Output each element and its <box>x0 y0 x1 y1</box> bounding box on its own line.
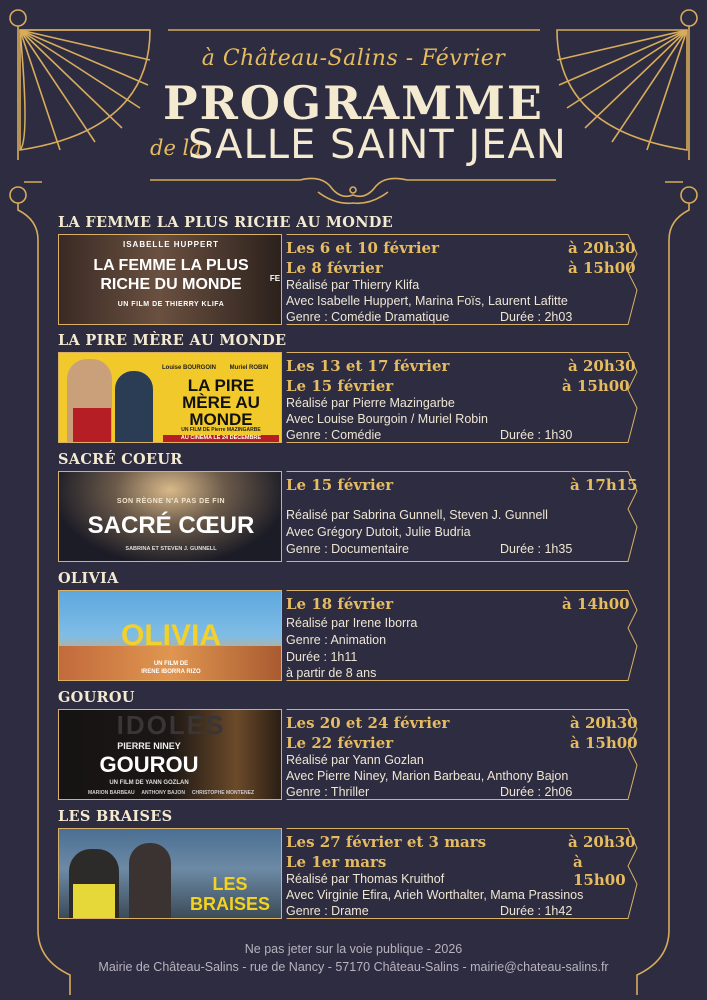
poster-text: LES <box>212 874 248 894</box>
header-title: PROGRAMME <box>163 76 544 130</box>
footer-address: Mairie de Château-Salins - rue de Nancy - 57170 Château-Salins - mairie@chateau-salins.fr <box>98 960 609 974</box>
schedule-time: à 20h30 <box>568 239 636 257</box>
film-cast: Avec Pierre Niney, Marion Barbeau, Anthony Bajon <box>286 769 569 783</box>
film-genre: Genre : Comédie <box>286 428 382 442</box>
film-title: LA FEMME LA PLUS RICHE AU MONDE <box>58 214 393 231</box>
poster-text: FE <box>269 274 281 283</box>
poster-text: GOUROU <box>99 752 199 777</box>
header-venue: SALLE SAINT JEAN <box>188 122 567 168</box>
poster-text: MONDE <box>189 410 253 429</box>
film-info <box>286 828 638 919</box>
poster-text: MÈRE AU <box>182 393 260 412</box>
film-director: Réalisé par Yann Gozlan <box>286 753 424 767</box>
movie-poster <box>58 471 282 562</box>
poster-text: OLIVIA <box>120 619 221 652</box>
poster-text: RICHE DU MONDE <box>100 276 242 293</box>
schedule-time: à 17h15 <box>570 476 638 494</box>
schedule-time: à 15h00 <box>570 734 638 752</box>
film-genre: Genre : Thriller <box>286 785 370 799</box>
film-director: Réalisé par Thomas Kruithof <box>286 872 445 886</box>
film-entry <box>58 471 638 562</box>
poster-text: SABRINA ET STEVEN J. GUNNELL <box>125 546 217 552</box>
film-title: OLIVIA <box>58 570 119 587</box>
schedule-date: Les 20 et 24 février <box>286 714 450 732</box>
poster-text: SACRÉ CŒUR <box>87 512 255 539</box>
film-cast: Avec Louise Bourgoin / Muriel Robin <box>286 412 488 426</box>
film-duration: Durée : 2h06 <box>500 785 573 799</box>
film-genre: Genre : Drame <box>286 904 369 918</box>
poster-text: UN FILM DE Pierre MAZINGARBE <box>181 427 261 433</box>
poster-text: UN FILM DE THIERRY KLIFA <box>117 301 225 308</box>
schedule-date: Le 1er mars <box>286 853 387 871</box>
film-genre: Genre : Comédie Dramatique <box>286 310 450 324</box>
film-entry <box>58 234 638 325</box>
poster-text: AU CINÉMA LE 24 DÉCEMBRE <box>163 435 279 443</box>
schedule-time: à 15h00 <box>568 259 636 277</box>
schedule-time: à 20h30 <box>568 357 636 375</box>
film-duration: Durée : 1h35 <box>500 542 573 556</box>
movie-poster <box>58 709 282 800</box>
schedule-time: à 14h00 <box>562 595 630 613</box>
schedule-date: Le 15 février <box>286 476 394 494</box>
film-director: Réalisé par Thierry Klifa <box>286 278 420 292</box>
schedule-time: à 20h30 <box>568 833 636 851</box>
film-entry <box>58 352 638 443</box>
movie-poster <box>58 234 282 325</box>
schedule-date: Les 6 et 10 février <box>286 239 439 257</box>
movie-poster <box>58 590 282 681</box>
schedule-date: Le 18 février <box>286 595 394 613</box>
film-director: Réalisé par Irene Iborra <box>286 616 418 630</box>
film-director: Réalisé par Pierre Mazingarbe <box>286 396 455 410</box>
poster-figure <box>73 408 111 443</box>
schedule-date: Le 8 février <box>286 259 383 277</box>
header-subtitle: à Château-Salins - Février <box>201 46 506 71</box>
film-info <box>286 352 638 443</box>
schedule-time: à 20h30 <box>570 714 638 732</box>
schedule-date: Les 27 février et 3 mars <box>286 833 487 851</box>
film-duration: Durée : 1h11 <box>286 650 358 664</box>
poster-text: Louise BOURGOIN <box>161 365 216 371</box>
poster-text: SON RÈGNE N'A PAS DE FIN <box>116 498 226 505</box>
footer-notice: Ne pas jeter sur la voie publique - 2026 <box>244 942 463 956</box>
poster-figure <box>115 371 153 443</box>
poster-figure <box>129 843 171 919</box>
film-cast: Avec Isabelle Huppert, Marina Foïs, Laurent Lafitte <box>286 294 568 308</box>
film-cast: Avec Virginie Efira, Arieh Worthalter, Mama Prassinos <box>286 888 584 902</box>
film-title: LA PIRE MÈRE AU MONDE <box>58 332 287 349</box>
film-title: GOUROU <box>58 689 135 706</box>
film-duration: Durée : 2h03 <box>500 310 573 324</box>
poster-text: UN FILM DE <box>153 661 189 667</box>
poster-text: ISABELLE HUPPERT <box>122 240 219 249</box>
film-director: Réalisé par Sabrina Gunnell, Steven J. Gunnell <box>286 508 548 522</box>
poster-text: BRAISES <box>189 894 270 914</box>
film-age: à partir de 8 ans <box>286 666 377 680</box>
film-duration: Durée : 1h42 <box>500 904 573 918</box>
film-entry <box>58 590 638 681</box>
movie-poster <box>58 352 282 443</box>
film-entry <box>58 828 638 919</box>
schedule-date: Le 22 février <box>286 734 394 752</box>
poster-text: Muriel ROBIN <box>229 365 269 371</box>
film-genre: Genre : Documentaire <box>286 542 409 556</box>
film-info <box>286 471 638 562</box>
film-entry <box>58 709 638 800</box>
film-duration: Durée : 1h30 <box>500 428 573 442</box>
poster-text: IDOLES <box>116 710 226 740</box>
film-info <box>286 709 638 800</box>
movie-poster <box>58 828 282 919</box>
poster-text: PIERRE NINEY <box>117 741 181 751</box>
schedule-time: à 15h00 <box>562 377 630 395</box>
poster-text: LA PIRE <box>187 376 255 395</box>
header-prefix: de la <box>150 136 202 160</box>
poster-text: MARION BARBEAU ANTHONY BAJON CHRISTOPHE MONTENEZ <box>87 790 255 796</box>
schedule-date: Le 15 février <box>286 377 394 395</box>
schedule-date: Les 13 et 17 février <box>286 357 450 375</box>
film-title: LES BRAISES <box>58 808 173 825</box>
film-genre: Genre : Animation <box>286 633 387 647</box>
poster-text: UN FILM DE YANN GOZLAN <box>109 780 189 786</box>
film-cast: Avec Grégory Dutoit, Julie Budria <box>286 525 471 539</box>
schedule-time: à 15h00 <box>573 853 626 889</box>
poster-text: LA FEMME LA PLUS <box>93 257 249 274</box>
poster-text: IRENE IBORRA RIZO <box>141 669 201 675</box>
film-title: SACRÉ COEUR <box>58 451 183 468</box>
film-info <box>286 590 638 681</box>
poster-figure <box>73 884 115 919</box>
film-info <box>286 234 638 325</box>
